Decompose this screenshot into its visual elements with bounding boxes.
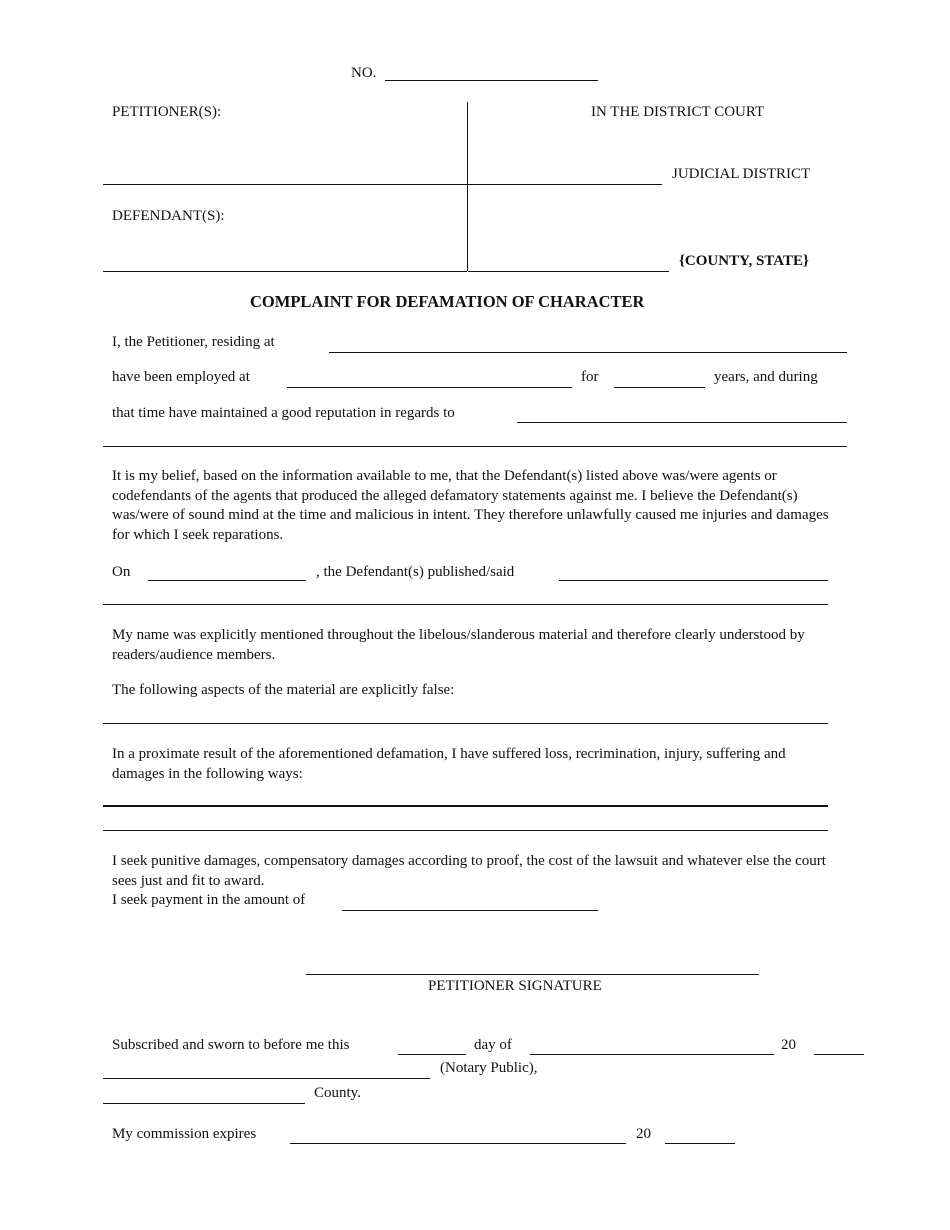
reputation-label: that time have maintained a good reputation in regards to xyxy=(112,405,455,421)
damages-continuation-field[interactable] xyxy=(103,830,828,831)
county-state-field[interactable] xyxy=(468,271,669,272)
case-number-field[interactable] xyxy=(385,80,598,81)
defendants-label: DEFENDANT(S): xyxy=(112,208,225,224)
county-label: County. xyxy=(314,1085,361,1101)
document-title: COMPLAINT FOR DEFAMATION OF CHARACTER xyxy=(250,292,645,311)
county-state-label: {COUNTY, STATE} xyxy=(679,253,809,269)
day-of-label: day of xyxy=(474,1037,512,1053)
county-field[interactable] xyxy=(103,1103,305,1104)
judicial-district-field[interactable] xyxy=(468,184,662,185)
years-label: years, and during xyxy=(714,369,818,385)
signature-field[interactable] xyxy=(306,974,759,975)
defendants-field[interactable] xyxy=(103,271,467,272)
signature-label: PETITIONER SIGNATURE xyxy=(428,978,602,994)
employer-field[interactable] xyxy=(287,387,572,388)
notary-public-field[interactable] xyxy=(103,1078,430,1079)
sworn-year-field[interactable] xyxy=(814,1054,864,1055)
case-number-label: NO. xyxy=(351,65,377,81)
damages-paragraph: In a proximate result of the aforementioned defamation, I have suffered loss, recrimination, injury, suffering and damages in the following ways: xyxy=(112,746,786,782)
commission-label: My commission expires xyxy=(112,1126,257,1142)
false-aspects-field[interactable] xyxy=(103,723,828,724)
reputation-continuation-field[interactable] xyxy=(103,446,847,447)
commission-date-field[interactable] xyxy=(290,1143,626,1144)
published-label: , the Defendant(s) published/said xyxy=(316,564,515,580)
sworn-month-field[interactable] xyxy=(530,1054,774,1055)
for-label: for xyxy=(581,369,599,385)
notary-public-label: (Notary Public), xyxy=(440,1060,538,1076)
sworn-day-field[interactable] xyxy=(398,1054,466,1055)
publication-date-field[interactable] xyxy=(148,580,306,581)
petitioners-field[interactable] xyxy=(103,184,467,185)
published-statement-continuation-field[interactable] xyxy=(103,604,828,605)
published-statement-field[interactable] xyxy=(559,580,828,581)
payment-label: I seek payment in the amount of xyxy=(112,892,306,908)
employed-label: have been employed at xyxy=(112,369,250,385)
year-prefix: 20 xyxy=(781,1037,796,1053)
years-field[interactable] xyxy=(614,387,705,388)
commission-year-field[interactable] xyxy=(665,1143,735,1144)
name-paragraph: My name was explicitly mentioned throughout the libelous/slanderous material and therefore clearly understood by readers/audience members. xyxy=(112,627,805,663)
residence-field[interactable] xyxy=(329,352,847,353)
false-aspects-label: The following aspects of the material are explicitly false: xyxy=(112,682,455,698)
belief-paragraph: It is my belief, based on the information available to me, that the Defendant(s) listed above was/were agents or codefendants of the agents that produced the alleged defamatory statements against me. I believe the Defendant(s) was/were of sound mind at the time and malicious in intent. They therefore unlawfully caused me injuries and damages for which I seek reparations. xyxy=(112,468,829,543)
seek-paragraph: I seek punitive damages, compensatory damages according to proof, the cost of the lawsuit and whatever else the court sees just and fit to award. xyxy=(112,853,826,889)
damages-field[interactable] xyxy=(103,805,828,807)
petitioners-label: PETITIONER(S): xyxy=(112,104,222,120)
caption-divider xyxy=(467,102,468,271)
judicial-district-label: JUDICIAL DISTRICT xyxy=(672,166,811,182)
court-label: IN THE DISTRICT COURT xyxy=(591,104,765,120)
residing-label: I, the Petitioner, residing at xyxy=(112,334,275,350)
commission-year-prefix: 20 xyxy=(636,1126,651,1142)
on-label: On xyxy=(112,564,131,580)
sworn-label: Subscribed and sworn to before me this xyxy=(112,1037,350,1053)
payment-amount-field[interactable] xyxy=(342,910,598,911)
reputation-field[interactable] xyxy=(517,422,847,423)
